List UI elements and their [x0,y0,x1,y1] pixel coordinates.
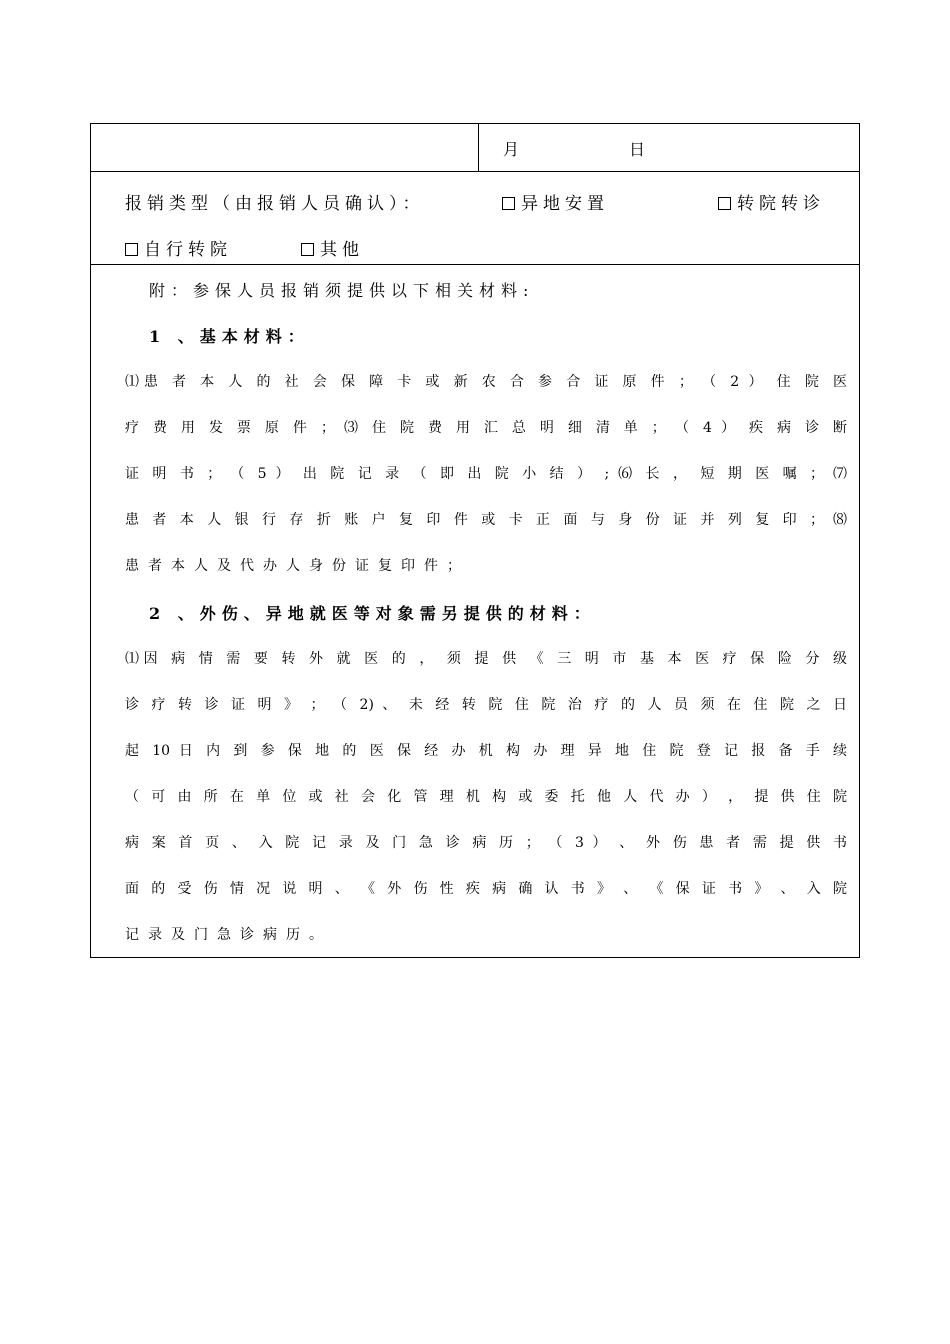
reimbursement-type-row [91,172,859,265]
section-2-line: （ 可 由 所 在 单 位 或 社 会 化 管 理 机 构 或 委 托 他 人 代 办 ） ， 提 供 住 院 [125,789,847,805]
month-label: 月 [503,140,520,159]
notes-intro: 附：参保人员报销须提供以下相关材料: [149,281,535,300]
option-label: 其他 [320,240,364,260]
option-label: 自行转院 [144,240,232,260]
checkbox-icon[interactable] [125,243,138,256]
section-1-line: 疗 费 用 发 票 原 件 ； ⑶ 住 院 费 用 汇 总 明 细 清 单 ； （ 4 ） 疾 病 诊 断 [125,420,847,436]
checkbox-icon[interactable] [718,197,731,210]
option-hospital-transfer[interactable] [718,189,825,214]
checkbox-icon[interactable] [502,197,515,210]
section-1-line: 证 明 书 ； （ 5 ） 出 院 记 录 （ 即 出 院 小 结 ） ; ⑹ 长 ， 短 期 医 嘱 ； ⑺ [125,466,847,482]
option-label: 异地安置 [521,194,609,214]
section-2-title: 2 、外伤、异地就医等对象需另提供的材料： [149,604,596,623]
blank-cell [91,124,479,171]
section-2-line: 病 案 首 页 、 入 院 记 录 及 门 急 诊 病 历 ； （ 3 ） 、 外 伤 患 者 需 提 供 书 [125,835,847,851]
checkbox-icon[interactable] [301,243,314,256]
section-2-line: ⑴因 病 情 需 要 转 外 就 医 的 ， 须 提 供 《 三 明 市 基 本 医 疗 保 险 分 级 [125,651,847,667]
section-2-line: 面 的 受 伤 情 况 说 明 、 《 外 伤 性 疾 病 确 认 书 》 、 《 保 证 书 》 、 入 院 [125,881,847,897]
section-1-title: 1 、基本材料： [149,327,310,346]
notes-section [91,265,859,957]
option-label: 转院转诊 [737,194,825,214]
claim-form-table [90,123,860,958]
section-1-line: 患者本人及代办人身份证复印件； [125,558,470,574]
option-remote-settlement[interactable] [502,189,609,214]
date-cell [479,124,859,171]
date-row [91,124,859,172]
option-other[interactable] [301,235,364,260]
option-self-transfer[interactable] [125,235,232,260]
section-1-line: ⑴患 者 本 人 的 社 会 保 障 卡 或 新 农 合 参 合 证 原 件 ； （ 2 ） 住 院 医 [125,374,847,390]
day-label: 日 [629,140,646,159]
section-1-line: 患 者 本 人 银 行 存 折 账 户 复 印 件 或 卡 正 面 与 身 份 证 并 列 复 印 ； ⑻ [125,512,847,528]
reimbursement-type-label: 报销类型（由报销人员确认）： [125,194,425,214]
section-2-line: 诊 疗 转 诊 证 明 》 ； （ 2) 、 未 经 转 院 住 院 治 疗 的 人 员 须 在 住 院 之 日 [125,697,847,713]
section-2-line: 起 10 日 内 到 参 保 地 的 医 保 经 办 机 构 办 理 异 地 住 院 登 记 报 备 手 续 [125,743,847,759]
section-2-line: 记录及门急诊病历。 [125,927,332,943]
